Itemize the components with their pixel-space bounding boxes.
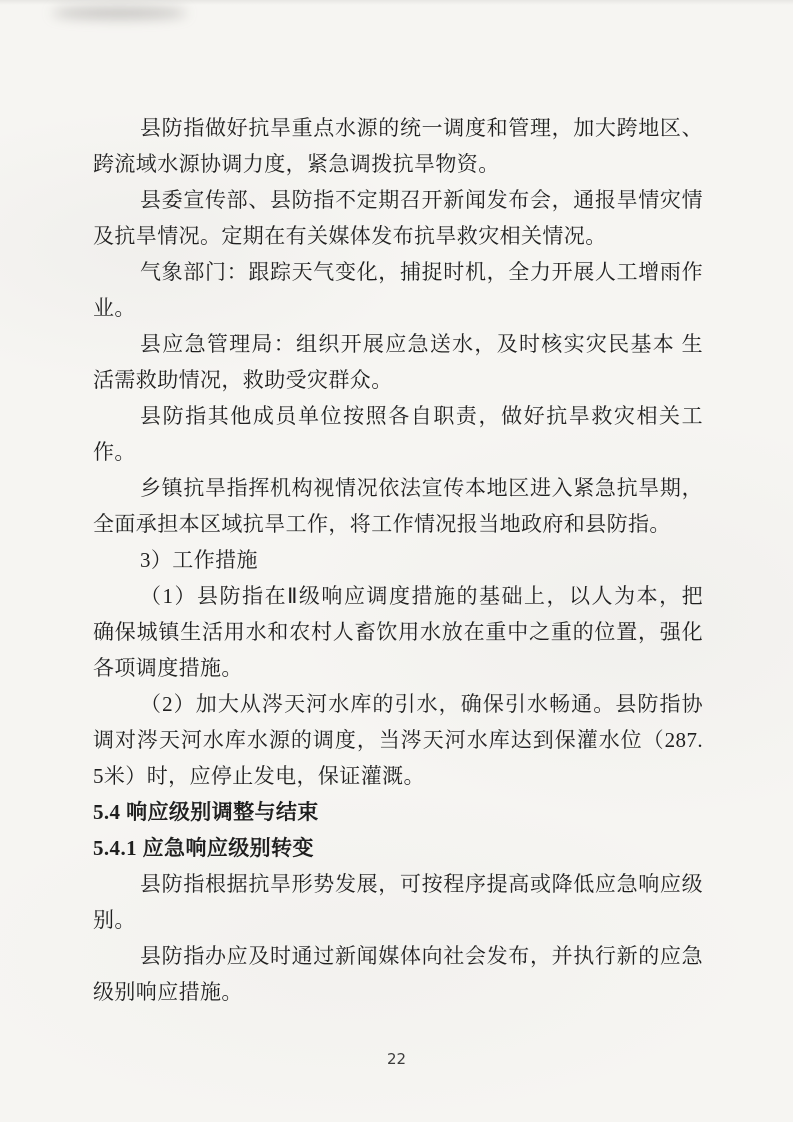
body-line: 乡镇抗旱指挥机构视情况依法宣传本地区进入紧急抗旱期， (140, 476, 703, 500)
body-line: 县委宣传部、县防指不定期召开新闻发布会，通报旱情灾情 (140, 188, 703, 212)
body-line: 业。 (93, 296, 136, 320)
body-line: 作。 (93, 440, 136, 464)
body-line: 县防指办应及时通过新闻媒体向社会发布，并执行新的应急 (140, 944, 703, 968)
scan-smudge-artifact (52, 7, 187, 19)
body-line: 县防指做好抗旱重点水源的统一调度和管理，加大跨地区、 (140, 116, 703, 140)
body-line: （1）县防指在Ⅱ级响应调度措施的基础上，以人为本，把 (140, 584, 703, 608)
section-heading-5-4: 5.4 响应级别调整与结束 (93, 800, 319, 824)
body-line: 县防指其他成员单位按照各自职责，做好抗旱救灾相关工 (140, 404, 703, 428)
section-heading-5-4-1: 5.4.1 应急响应级别转变 (93, 836, 314, 860)
body-line: （2）加大从涔天河水库的引水，确保引水畅通。县防指协 (140, 692, 703, 716)
body-line: 5米）时，应停止发电，保证灌溉。 (93, 764, 425, 788)
body-line: 及抗旱情况。定期在有关媒体发布抗旱救灾相关情况。 (93, 224, 607, 248)
body-line: 各项调度措施。 (93, 656, 243, 680)
body-line: 县防指根据抗旱形势发展，可按程序提高或降低应急响应级 (140, 872, 703, 896)
page-content (93, 110, 703, 1010)
body-line: 调对涔天河水库水源的调度，当涔天河水库达到保灌水位（287. (93, 728, 703, 752)
body-line: 活需救助情况，救助受灾群众。 (93, 368, 393, 392)
body-line: 全面承担本区域抗旱工作，将工作情况报当地政府和县防指。 (93, 512, 671, 536)
body-line: 级别响应措施。 (93, 980, 243, 1004)
body-line: 跨流域水源协调力度，紧急调拨抗旱物资。 (93, 152, 500, 176)
list-item-heading: 3）工作措施 (140, 548, 258, 572)
body-line: 别。 (93, 908, 136, 932)
body-line: 气象部门：跟踪天气变化，捕捉时机，全力开展人工增雨作 (140, 260, 703, 284)
page-number: 22 (386, 1050, 407, 1068)
body-line: 县应急管理局：组织开展应急送水，及时核实灾民基本 生 (140, 332, 703, 356)
body-line: 确保城镇生活用水和农村人畜饮用水放在重中之重的位置，强化 (93, 620, 703, 644)
